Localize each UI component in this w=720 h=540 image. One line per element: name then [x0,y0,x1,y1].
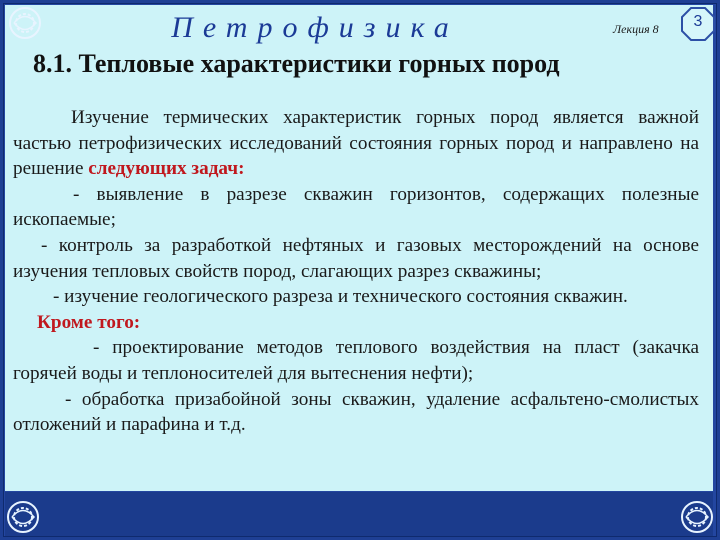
slide-content [5,5,713,491]
ornament-icon [4,498,42,536]
bottom-bar [5,492,713,536]
lecture-label: Лекция 8 [613,22,659,36]
list-item: - изучение геологического разреза и технического состояния скважин. [53,286,628,308]
intro-highlight: следующих задач: [88,158,245,180]
page-number-badge [681,7,715,41]
besides-label: Кроме того: [37,311,141,333]
slide-heading: 8.1. Тепловые характеристики горных пород [33,49,560,78]
intro-paragraph [13,105,699,182]
intro-text: Изучение термических характеристик горных пород является важной частью петрофизических исследований состояния горных пород и направлено на решение [13,107,699,180]
ornament-icon [678,498,716,536]
extra-item: - проектирование методов теплового воздействия на пласт (закачка горячей воды и теплоносителей для вытеснения нефти); [13,337,699,384]
list-item: - контроль за разработкой нефтяных и газовых месторождений на основе изучения тепловых свойств пород, слагающих разрез скважины; [13,234,699,282]
ornament-icon [6,4,44,42]
extra-item: - обработка призабойной зоны скважин, удаление асфальтено-смолистых отложений и парафина и т.д. [13,388,699,436]
slide-body [13,105,699,438]
list-item: - выявление в разрезе скважин горизонтов, содержащих полезные ископаемые; [13,183,699,231]
list-item [13,310,699,336]
page-number: 3 [693,13,703,30]
subject-title: Петрофизика [171,11,459,44]
